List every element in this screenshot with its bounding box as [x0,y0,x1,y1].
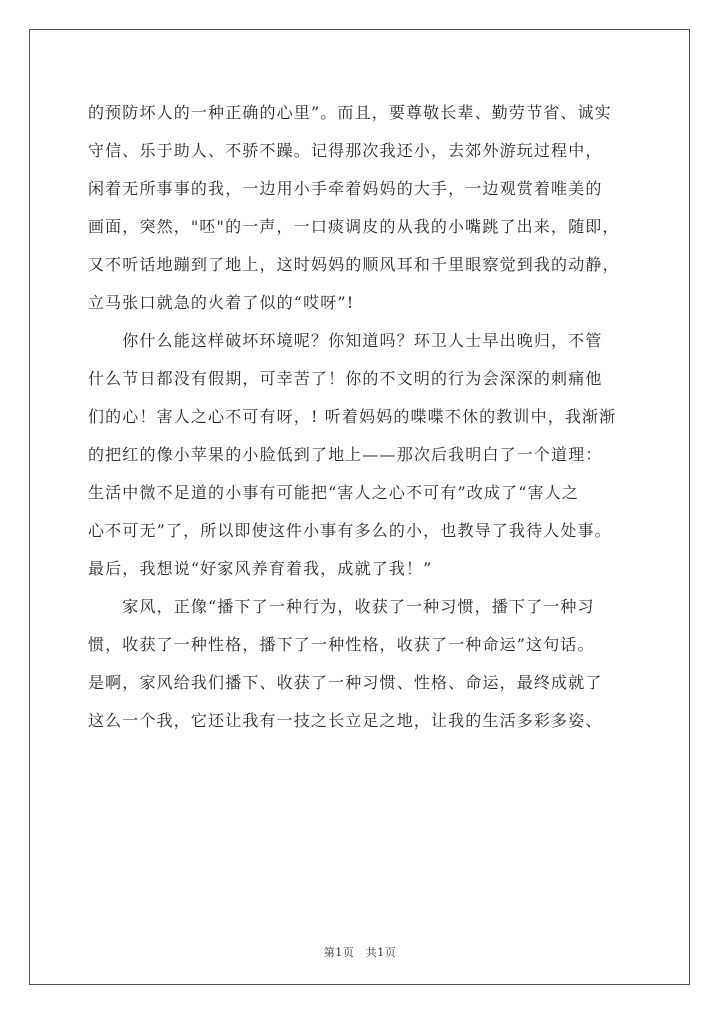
text-line: 的把红的像小苹果的小脸低到了地上——那次后我明白了一个道理： [88,445,603,464]
text-line: 守信、乐于助人、不骄不躁。记得那次我还小，去郊外游玩过程中， [88,141,603,160]
text-line: 这么一个我，它还让我有一技之长立足之地，让我的生活多彩多姿、 [88,711,603,730]
text-line: 生活中微不足道的小事有可能把“害人之心不可有”改成了“害人之 [88,483,580,502]
text-line: 你什么能这样破坏环境呢？你知道吗？环卫人士早出晚归，不管 [88,331,603,350]
text-line: 心不可无”了，所以即使这件小事有多么的小，也教导了我待人处事。 [88,521,612,540]
text-line: 最后，我想说“好家风养育着我，成就了我！” [88,559,433,578]
text-line: 什么节日都没有假期，可幸苦了！你的不文明的行为会深深的刺痛他 [88,369,603,388]
document-body [88,94,648,740]
text-line: 又不听话地蹦到了地上，这时妈妈的顺风耳和千里眼察觉到我的动静， [88,255,620,274]
text-line: 的预防坏人的一种正确的心里”。而且，要尊敬长辈、勤劳节省、诚实 [88,103,612,122]
text-line: 们的心！害人之心不可有呀，! 听着妈妈的喋喋不休的教训中，我渐渐 [88,407,617,426]
text-line: 画面，突然，"呸"的一声，一口痰调皮的从我的小嘴跳了出来，随即， [88,217,620,236]
page-number-footer: 第1页 共1页 [323,946,397,959]
text-line: 家风，正像“播下了一种行为，收获了一种习惯，播下了一种习 [88,597,595,616]
text-line: 立马张口就急的火着了似的“哎呀”! [88,293,355,312]
text-line: 是啊，家风给我们播下、收获了一种习惯、性格、命运，最终成就了 [88,673,603,692]
text-line: 惯，收获了一种性格，播下了一种性格，收获了一种命运”这句话。 [88,635,595,654]
text-line: 闲着无所事事的我，一边用小手牵着妈妈的大手，一边观赏着唯美的 [88,179,603,198]
